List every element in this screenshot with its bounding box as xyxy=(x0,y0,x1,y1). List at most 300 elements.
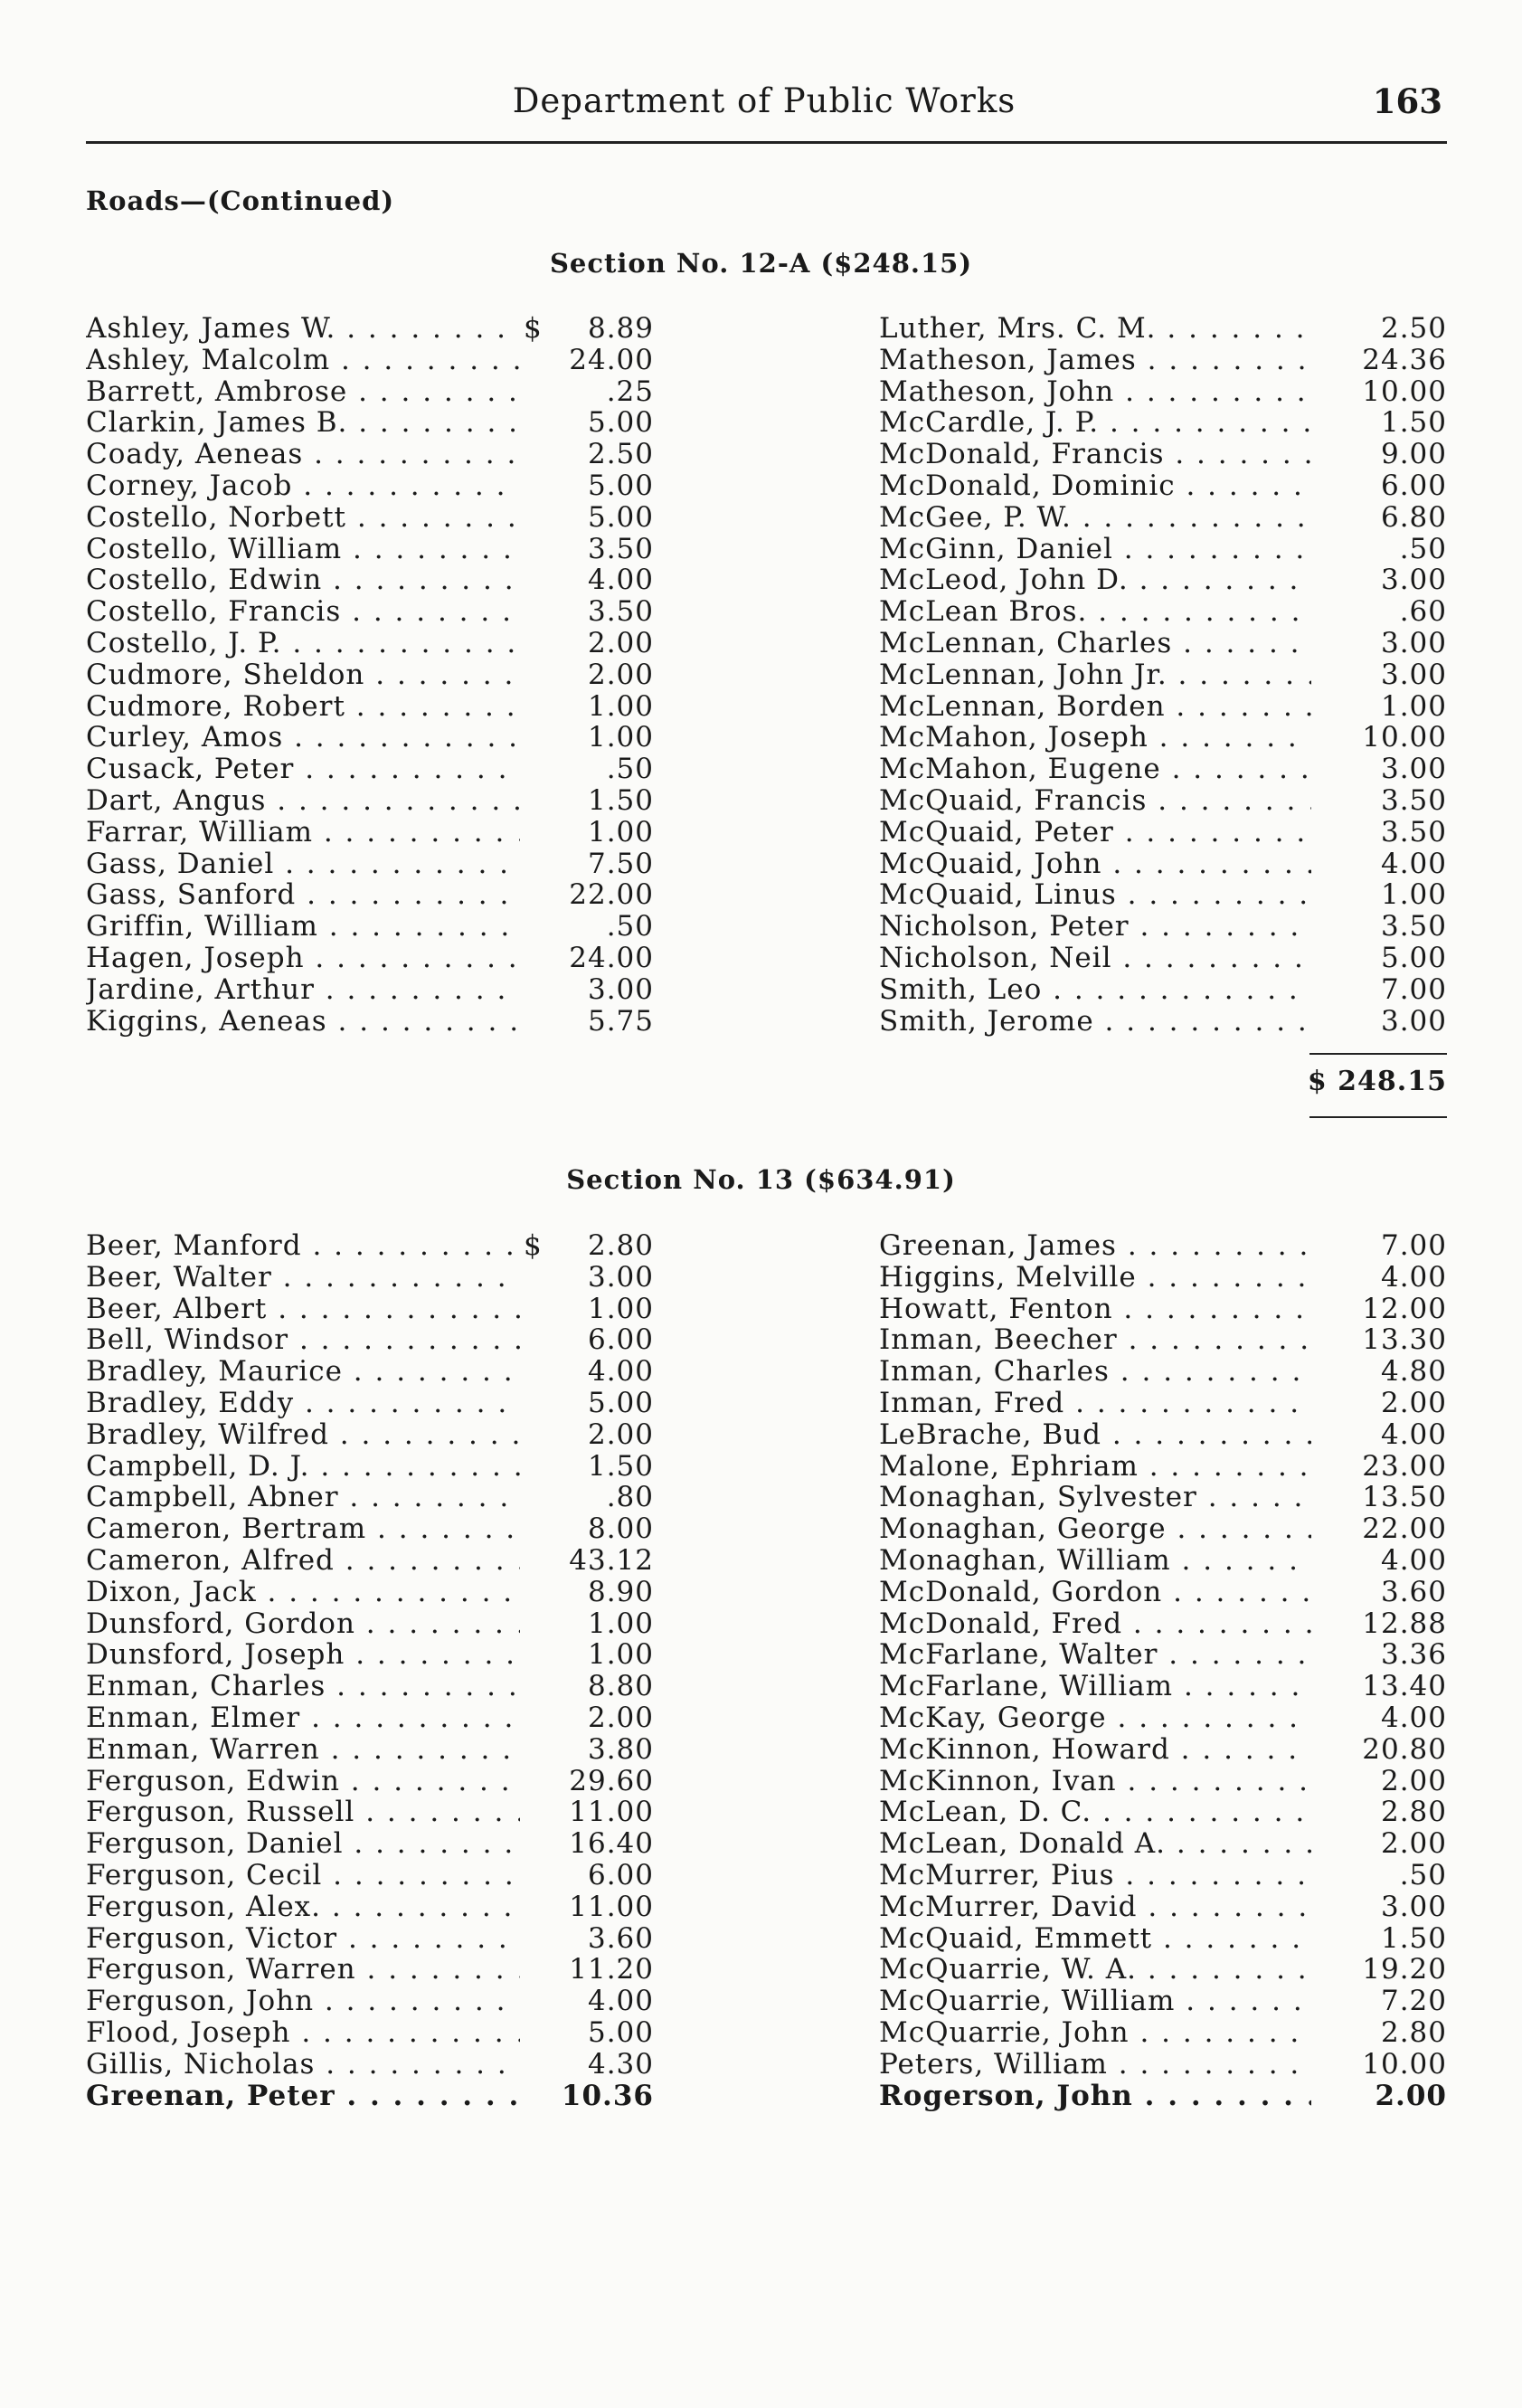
ledger-row xyxy=(86,1451,654,1483)
ledger-row xyxy=(879,502,1447,534)
ledger-row xyxy=(879,1702,1447,1734)
payee-name: McQuaid, Peter . . . xyxy=(879,817,1311,848)
amount: 4.00 xyxy=(587,564,654,597)
ledger-row xyxy=(86,1545,654,1577)
amount: 7.20 xyxy=(1380,1985,1447,2018)
payee-name: Ferguson, Edwin . . . xyxy=(86,1766,520,1797)
ledger-row xyxy=(86,848,654,880)
ledger-row xyxy=(86,1954,654,1986)
payee-name: Farrar, William . . . xyxy=(86,817,520,848)
ledger-row xyxy=(879,564,1447,596)
amount: 13.30 xyxy=(1362,1323,1447,1357)
ledger-row xyxy=(86,1294,654,1325)
ledger-row xyxy=(879,439,1447,470)
ledger-row xyxy=(879,407,1447,439)
payee-name: Corney, Jacob . . . xyxy=(86,470,520,502)
ledger-row xyxy=(879,1671,1447,1702)
amount: 3.60 xyxy=(587,1921,654,1955)
payee-name: McQuaid, Emmett . . . xyxy=(879,1923,1311,1955)
payee-name: LeBrache, Bud . . . xyxy=(879,1419,1311,1451)
amount: 24.36 xyxy=(1362,343,1447,376)
section-heading-12a: Section No. 12-A ($248.15) xyxy=(549,248,973,279)
amount: 1.50 xyxy=(1380,406,1447,440)
amount: 24.00 xyxy=(569,941,654,974)
ledger-row xyxy=(86,502,654,534)
amount: 5.00 xyxy=(587,2015,654,2049)
amount: 3.80 xyxy=(587,1732,654,1766)
ledger-row xyxy=(86,879,654,911)
amount: 22.00 xyxy=(1362,1512,1447,1546)
amount: 7.00 xyxy=(1380,1229,1447,1262)
amount: 11.00 xyxy=(569,1796,654,1829)
ledger-row xyxy=(86,1356,654,1388)
payee-name: Matheson, John . . . xyxy=(879,376,1311,408)
ledger-row xyxy=(86,534,654,565)
ledger-row xyxy=(879,534,1447,565)
amount: 43.12 xyxy=(569,1543,654,1577)
payee-name: Cameron, Bertram . . . xyxy=(86,1513,520,1545)
ledger-row xyxy=(879,376,1447,408)
payee-name: Kiggins, Aeneas . . . xyxy=(86,1006,520,1038)
payee-name: McDonald, Gordon . . . xyxy=(879,1577,1311,1608)
amount: 2.00 xyxy=(1380,1764,1447,1797)
ledger-row xyxy=(879,2049,1447,2081)
ledger-row xyxy=(879,785,1447,817)
ledger-row xyxy=(86,1891,654,1923)
payee-name: Ashley, Malcolm . . . xyxy=(86,345,520,376)
payee-name: Costello, Francis . . . xyxy=(86,596,520,628)
amount: 2.00 xyxy=(587,626,654,659)
ledger-row xyxy=(86,691,654,723)
ledger-row xyxy=(86,628,654,659)
payee-name: Beer, Walter . . . xyxy=(86,1262,520,1294)
amount: 8.00 xyxy=(587,1512,654,1546)
amount: 6.00 xyxy=(587,1858,654,1891)
ledger-row xyxy=(879,722,1447,754)
amount: 10.00 xyxy=(1362,2047,1447,2081)
dollar-sign: $ xyxy=(524,312,543,345)
payee-name: Costello, Edwin . . . xyxy=(86,564,520,596)
ledger-row xyxy=(86,1797,654,1828)
amount: 5.00 xyxy=(587,469,654,502)
payee-name: McLennan, Charles . . . xyxy=(879,628,1311,659)
ledger-row xyxy=(879,1419,1447,1451)
payee-name: Jardine, Arthur . . . xyxy=(86,974,520,1006)
payee-name: Rogerson, John . . . xyxy=(879,2081,1311,2112)
ledger-row xyxy=(879,1006,1447,1038)
payee-name: Greenan, Peter . . . xyxy=(86,2081,520,2112)
amount: .25 xyxy=(606,374,654,408)
ledger-row xyxy=(86,911,654,943)
ledger-row xyxy=(879,2081,1447,2112)
payee-name: Ferguson, Cecil . . . xyxy=(86,1860,520,1891)
ledger-row xyxy=(879,754,1447,785)
payee-name: McMahon, Eugene . . . xyxy=(879,754,1311,785)
payee-name: Monaghan, William . . . xyxy=(879,1545,1311,1577)
ledger-row xyxy=(86,943,654,974)
payee-name: Costello, William . . . xyxy=(86,534,520,565)
amount: 7.00 xyxy=(1380,972,1447,1006)
amount: 11.00 xyxy=(569,1890,654,1923)
payee-name: Enman, Charles . . . xyxy=(86,1671,520,1702)
payee-name: McKay, George . . . xyxy=(879,1702,1311,1734)
amount: 3.50 xyxy=(587,595,654,629)
amount: 1.00 xyxy=(587,1292,654,1325)
payee-name: McMurrer, David . . . xyxy=(879,1891,1311,1923)
payee-name: Inman, Beecher . . . xyxy=(879,1324,1311,1356)
ledger-row xyxy=(86,345,654,376)
ledger-row xyxy=(879,1608,1447,1640)
payee-name: Campbell, Abner . . . xyxy=(86,1482,520,1513)
payee-name: McQuaid, Linus . . . xyxy=(879,879,1311,911)
amount: 4.00 xyxy=(587,1355,654,1389)
amount: .80 xyxy=(606,1481,654,1514)
payee-name: Cusack, Peter . . . xyxy=(86,754,520,785)
ledger-row xyxy=(879,1356,1447,1388)
ledger-row xyxy=(86,2049,654,2081)
payee-name: McKinnon, Howard . . . xyxy=(879,1734,1311,1766)
amount: 3.00 xyxy=(1380,1004,1447,1038)
ledger-row xyxy=(86,1482,654,1513)
payee-name: McQuaid, Francis . . . xyxy=(879,785,1311,817)
page-title: Department of Public Works xyxy=(512,81,1016,120)
payee-name: McDonald, Dominic . . . xyxy=(879,470,1311,502)
amount: 2.50 xyxy=(1380,312,1447,345)
amount: 5.00 xyxy=(587,500,654,534)
amount: 23.00 xyxy=(1362,1449,1447,1483)
payee-name: McKinnon, Ivan . . . xyxy=(879,1766,1311,1797)
payee-name: McQuaid, John . . . xyxy=(879,848,1311,880)
total-rule-bottom xyxy=(1309,1116,1447,1118)
ledger-row xyxy=(879,1828,1447,1860)
section-13-right-column xyxy=(879,1230,1447,2111)
amount: 3.00 xyxy=(1380,658,1447,691)
ledger-row xyxy=(86,659,654,691)
payee-name: Costello, J. P. . . . xyxy=(86,628,520,659)
amount: 1.50 xyxy=(587,783,654,817)
ledger-row xyxy=(879,1639,1447,1671)
amount: .50 xyxy=(1399,532,1447,565)
ledger-row xyxy=(879,1513,1447,1545)
payee-name: Ashley, James W. . . . xyxy=(86,313,520,345)
amount: 29.60 xyxy=(569,1764,654,1797)
ledger-row xyxy=(86,817,654,848)
amount: 1.00 xyxy=(587,1607,654,1640)
amount: 1.00 xyxy=(587,1638,654,1672)
payee-name: McLean, D. C. . . . xyxy=(879,1797,1311,1828)
amount: 8.89 xyxy=(587,312,654,345)
payee-name: Higgins, Melville . . . xyxy=(879,1262,1311,1294)
amount: 3.50 xyxy=(587,532,654,565)
amount: 12.88 xyxy=(1362,1607,1447,1640)
payee-name: Beer, Albert . . . xyxy=(86,1294,520,1325)
section-12a-left-column xyxy=(86,313,654,1037)
payee-name: Ferguson, Russell . . . xyxy=(86,1797,520,1828)
payee-name: Monaghan, Sylvester . . . xyxy=(879,1482,1311,1513)
ledger-row xyxy=(86,1986,654,2017)
amount: 3.60 xyxy=(1380,1575,1447,1608)
amount: 2.80 xyxy=(587,1229,654,1262)
ledger-row xyxy=(879,1954,1447,1986)
amount: 3.36 xyxy=(1380,1638,1447,1672)
amount: 2.00 xyxy=(1380,1386,1447,1419)
payee-name: McDonald, Francis . . . xyxy=(879,439,1311,470)
ledger-row xyxy=(86,1766,654,1797)
payee-name: Matheson, James . . . xyxy=(879,345,1311,376)
amount: 2.00 xyxy=(587,658,654,691)
payee-name: Cameron, Alfred . . . xyxy=(86,1545,520,1577)
amount: 6.80 xyxy=(1380,500,1447,534)
total-value: $ 248.15 xyxy=(1307,1066,1447,1097)
amount: 13.40 xyxy=(1362,1670,1447,1703)
payee-name: Monaghan, George . . . xyxy=(879,1513,1311,1545)
ledger-row xyxy=(86,1419,654,1451)
payee-name: Peters, William . . . xyxy=(879,2049,1311,2081)
payee-name: Gass, Sanford . . . xyxy=(86,879,520,911)
ledger-row xyxy=(879,691,1447,723)
payee-name: Ferguson, John . . . xyxy=(86,1986,520,2017)
ledger-row xyxy=(879,1230,1447,1262)
payee-name: Cudmore, Sheldon . . . xyxy=(86,659,520,691)
payee-name: Cudmore, Robert . . . xyxy=(86,691,520,723)
amount: 11.20 xyxy=(569,1953,654,1986)
payee-name: McDonald, Fred . . . xyxy=(879,1608,1311,1640)
ledger-row xyxy=(86,785,654,817)
payee-name: Griffin, William . . . xyxy=(86,911,520,943)
ledger-row xyxy=(879,1891,1447,1923)
payee-name: Gass, Daniel . . . xyxy=(86,848,520,880)
ledger-row xyxy=(86,722,654,754)
ledger-row xyxy=(86,1388,654,1419)
amount: 4.00 xyxy=(587,1985,654,2018)
payee-name: Greenan, James . . . xyxy=(879,1230,1311,1262)
payee-name: Malone, Ephriam . . . xyxy=(879,1451,1311,1483)
amount: 6.00 xyxy=(587,1323,654,1357)
payee-name: Clarkin, James B. . . . xyxy=(86,407,520,439)
payee-name: McQuarrie, W. A. . . . xyxy=(879,1954,1311,1986)
ledger-row xyxy=(879,470,1447,502)
ledger-row xyxy=(879,1986,1447,2017)
payee-name: McLeod, John D. . . . xyxy=(879,564,1311,596)
amount: 12.00 xyxy=(1362,1292,1447,1325)
ledger-row xyxy=(879,943,1447,974)
payee-name: Inman, Fred . . . xyxy=(879,1388,1311,1419)
page-number: 163 xyxy=(1372,81,1442,121)
ledger-row xyxy=(879,848,1447,880)
payee-name: Hagen, Joseph . . . xyxy=(86,943,520,974)
payee-name: McLennan, Borden . . . xyxy=(879,691,1311,723)
payee-name: McFarlane, William . . . xyxy=(879,1671,1311,1702)
ledger-row xyxy=(879,911,1447,943)
payee-name: Bradley, Eddy . . . xyxy=(86,1388,520,1419)
payee-name: Bradley, Maurice . . . xyxy=(86,1356,520,1388)
payee-name: Flood, Joseph . . . xyxy=(86,2017,520,2049)
amount: 4.00 xyxy=(1380,1260,1447,1294)
ledger-row xyxy=(86,754,654,785)
amount: 1.50 xyxy=(587,1449,654,1483)
amount: 1.00 xyxy=(587,721,654,754)
amount: 7.50 xyxy=(587,847,654,880)
amount: 16.40 xyxy=(569,1827,654,1861)
amount: 24.00 xyxy=(569,343,654,376)
ledger-row xyxy=(86,1324,654,1356)
payee-name: Dunsford, Joseph . . . xyxy=(86,1639,520,1671)
amount: 3.00 xyxy=(1380,564,1447,597)
ledger-row xyxy=(86,1734,654,1766)
payee-name: Ferguson, Alex. . . . xyxy=(86,1891,520,1923)
payee-name: McQuarrie, John . . . xyxy=(879,2017,1311,2049)
payee-name: Nicholson, Neil . . . xyxy=(879,943,1311,974)
amount: 1.00 xyxy=(587,689,654,723)
amount: 3.00 xyxy=(587,972,654,1006)
ledger-row xyxy=(879,1577,1447,1608)
ledger-row xyxy=(86,1923,654,1955)
amount: 2.80 xyxy=(1380,2015,1447,2049)
ledger-row xyxy=(879,313,1447,345)
amount: 2.00 xyxy=(587,1417,654,1451)
ledger-row xyxy=(879,659,1447,691)
amount: 2.00 xyxy=(1375,2079,1447,2112)
amount: 8.80 xyxy=(587,1670,654,1703)
amount: 4.00 xyxy=(1380,1701,1447,1734)
payee-name: Smith, Jerome . . . xyxy=(879,1006,1311,1038)
ledger-row xyxy=(86,313,654,345)
ledger-row xyxy=(879,1324,1447,1356)
amount: 2.80 xyxy=(1380,1796,1447,1829)
ledger-row xyxy=(879,1923,1447,1955)
payee-name: McQuarrie, William . . . xyxy=(879,1986,1311,2017)
payee-name: Nicholson, Peter . . . xyxy=(879,911,1311,943)
payee-name: Campbell, D. J. . . . xyxy=(86,1451,520,1483)
amount: 3.00 xyxy=(587,1260,654,1294)
payee-name: Coady, Aeneas . . . xyxy=(86,439,520,470)
payee-name: Gillis, Nicholas . . . xyxy=(86,2049,520,2081)
ledger-row xyxy=(86,974,654,1006)
ledger-row xyxy=(86,1262,654,1294)
payee-name: Luther, Mrs. C. M. . . . xyxy=(879,313,1311,345)
ledger-row xyxy=(879,1294,1447,1325)
ledger-row xyxy=(879,1262,1447,1294)
payee-name: McGinn, Daniel . . . xyxy=(879,534,1311,565)
ledger-row xyxy=(86,1006,654,1038)
amount: 22.00 xyxy=(569,878,654,912)
ledger-row xyxy=(879,1545,1447,1577)
ledger-row xyxy=(86,439,654,470)
amount: 3.00 xyxy=(1380,1890,1447,1923)
amount: 1.50 xyxy=(1380,1921,1447,1955)
payee-name: Beer, Manford . . . xyxy=(86,1230,520,1262)
ledger-row xyxy=(879,974,1447,1006)
payee-name: Curley, Amos . . . xyxy=(86,722,520,754)
ledger-row xyxy=(86,376,654,408)
payee-name: McMahon, Joseph . . . xyxy=(879,722,1311,754)
payee-name: McFarlane, Walter . . . xyxy=(879,1639,1311,1671)
payee-name: Ferguson, Victor . . . xyxy=(86,1923,520,1955)
ledger-row xyxy=(86,1702,654,1734)
amount: 5.00 xyxy=(587,406,654,440)
amount: 1.00 xyxy=(1380,689,1447,723)
amount: 5.00 xyxy=(587,1386,654,1419)
section-heading-13: Section No. 13 ($634.91) xyxy=(566,1164,956,1195)
ledger-row xyxy=(86,1671,654,1702)
ledger-row xyxy=(86,1639,654,1671)
total-rule-top xyxy=(1309,1053,1447,1055)
amount: 2.50 xyxy=(587,438,654,471)
amount: 4.00 xyxy=(1380,1543,1447,1577)
amount: .50 xyxy=(606,910,654,943)
payee-name: Bell, Windsor . . . xyxy=(86,1324,520,1356)
payee-name: Enman, Warren . . . xyxy=(86,1734,520,1766)
payee-name: Dixon, Jack . . . xyxy=(86,1577,520,1608)
amount: 4.80 xyxy=(1380,1355,1447,1389)
amount: 2.00 xyxy=(1380,1827,1447,1861)
amount: 8.90 xyxy=(587,1575,654,1608)
amount: 13.50 xyxy=(1362,1481,1447,1514)
payee-name: Ferguson, Warren . . . xyxy=(86,1954,520,1986)
ledger-row xyxy=(86,596,654,628)
amount: 1.00 xyxy=(587,815,654,848)
amount: 4.30 xyxy=(587,2047,654,2081)
ledger-row xyxy=(879,817,1447,848)
payee-name: McLean Bros. . . . xyxy=(879,596,1311,628)
amount: .60 xyxy=(1399,595,1447,629)
ledger-row xyxy=(86,2081,654,2112)
payee-name: Smith, Leo . . . xyxy=(879,974,1311,1006)
amount: 10.36 xyxy=(561,2079,654,2112)
ledger-row xyxy=(86,407,654,439)
ledger-row xyxy=(879,1860,1447,1891)
ledger-row xyxy=(86,470,654,502)
amount: 2.00 xyxy=(587,1701,654,1734)
amount: 20.80 xyxy=(1362,1732,1447,1766)
amount: 19.20 xyxy=(1362,1953,1447,1986)
amount: 10.00 xyxy=(1362,721,1447,754)
ledger-row xyxy=(879,1734,1447,1766)
ledger-row xyxy=(879,596,1447,628)
amount: 3.50 xyxy=(1380,783,1447,817)
section-12a-right-column xyxy=(879,313,1447,1037)
ledger-row xyxy=(86,1828,654,1860)
ledger-row xyxy=(86,1608,654,1640)
amount: .50 xyxy=(1399,1858,1447,1891)
ledger-row xyxy=(879,1797,1447,1828)
dollar-sign: $ xyxy=(524,1229,543,1262)
amount: 3.00 xyxy=(1380,753,1447,786)
payee-name: Howatt, Fenton . . . xyxy=(879,1294,1311,1325)
payee-name: Barrett, Ambrose . . . xyxy=(86,376,520,408)
ledger-row xyxy=(86,1513,654,1545)
ledger-row xyxy=(86,1860,654,1891)
amount: 10.00 xyxy=(1362,374,1447,408)
amount: 4.00 xyxy=(1380,1417,1447,1451)
payee-name: Enman, Elmer . . . xyxy=(86,1702,520,1734)
payee-name: Inman, Charles . . . xyxy=(879,1356,1311,1388)
ledger-row xyxy=(879,879,1447,911)
payee-name: McLean, Donald A. . . . xyxy=(879,1828,1311,1860)
amount: 5.00 xyxy=(1380,941,1447,974)
amount: 1.00 xyxy=(1380,878,1447,912)
amount: 5.75 xyxy=(587,1004,654,1038)
payee-name: Dunsford, Gordon . . . xyxy=(86,1608,520,1640)
amount: .50 xyxy=(606,753,654,786)
payee-name: McLennan, John Jr. . . . xyxy=(879,659,1311,691)
payee-name: Ferguson, Daniel . . . xyxy=(86,1828,520,1860)
ledger-row xyxy=(879,1451,1447,1483)
ledger-row xyxy=(86,1230,654,1262)
amount: 3.50 xyxy=(1380,815,1447,848)
ledger-row xyxy=(879,1766,1447,1797)
ledger-row xyxy=(879,1482,1447,1513)
